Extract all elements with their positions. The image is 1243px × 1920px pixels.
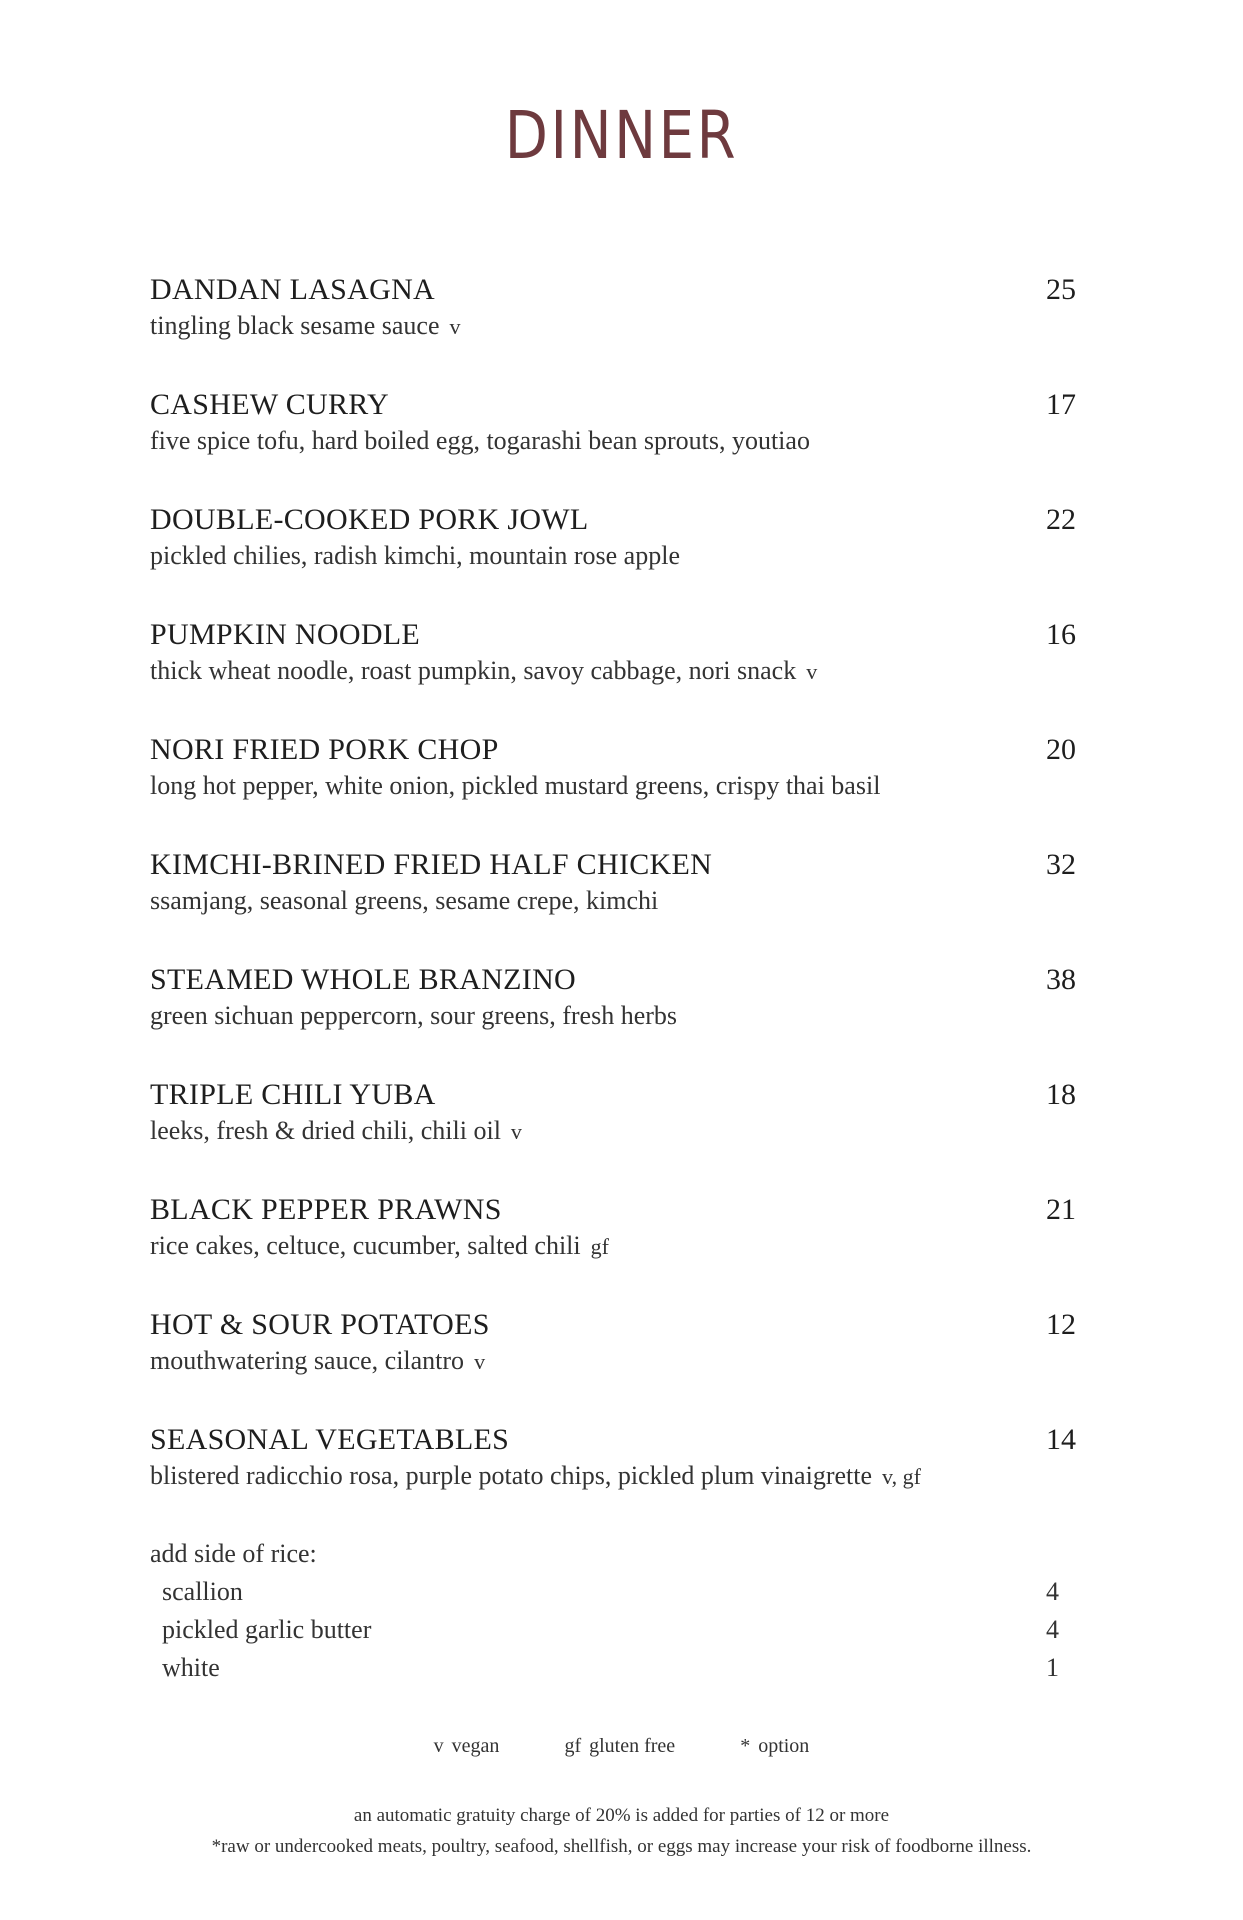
legend-label: option [758,1735,810,1757]
item-description-text: ssamjang, seasonal greens, sesame crepe, kimchi [150,886,659,915]
item-description [150,1113,522,1150]
item-price: 20 [1046,733,1076,766]
dietary-tag: v, gf [882,1464,921,1489]
dietary-tag: v [510,1119,522,1144]
item-price: 18 [1046,1078,1076,1111]
legend-symbol: gf [564,1735,582,1757]
item-description-text: green sichuan peppercorn, sour greens, fresh herbs [150,1001,678,1030]
legend-item-vegan [434,1735,500,1758]
legend-symbol: v [433,1735,444,1757]
menu-item [150,730,1080,845]
legend-label: gluten free [589,1735,676,1757]
menu-list [150,270,1080,1535]
item-name: HOT & SOUR POTATOES [150,1308,490,1341]
item-description-text: thick wheat noodle, roast pumpkin, savoy cabbage, nori snack [150,656,797,685]
item-price: 22 [1046,503,1076,536]
rice-section [150,1535,1080,1687]
item-description [150,768,890,805]
menu-item [150,960,1080,1075]
dietary-legend [0,1735,1243,1758]
item-description-text: blistered radicchio rosa, purple potato chips, pickled plum vinaigrette [150,1461,873,1490]
legend-label: vegan [451,1735,500,1757]
rice-option-name: pickled garlic butter [162,1615,372,1644]
menu-item [150,270,1080,385]
rice-option-name: white [162,1653,220,1682]
item-price: 38 [1046,963,1076,996]
item-price: 14 [1046,1423,1076,1456]
rice-option [150,1573,1080,1611]
gratuity-note: an automatic gratuity charge of 20% is added for parties of 12 or more [353,1805,890,1826]
raw-food-warning: *raw or undercooked meats, poultry, seafood, shellfish, or eggs may increase your risk of foodborne illness. [211,1836,1032,1857]
item-description-text: five spice tofu, hard boiled egg, togarashi bean sprouts, youtiao [150,426,810,455]
rice-option [150,1649,1080,1687]
item-name: TRIPLE CHILI YUBA [150,1078,436,1111]
item-price: 12 [1046,1308,1076,1341]
item-description-text: long hot pepper, white onion, pickled mustard greens, crispy thai basil [150,771,881,800]
menu-item [150,1190,1080,1305]
rice-option [150,1611,1080,1649]
item-description [150,308,461,345]
menu-item [150,500,1080,615]
item-name: PUMPKIN NOODLE [150,618,421,651]
item-name: NORI FRIED PORK CHOP [150,733,499,766]
item-name: BLACK PEPPER PRAWNS [150,1193,502,1226]
dietary-tag: v [474,1349,486,1374]
menu-item [150,1075,1080,1190]
item-name: STEAMED WHOLE BRANZINO [150,963,577,996]
rice-heading: add side of rice: [150,1539,317,1568]
menu-item [150,385,1080,500]
page-title: DINNER [504,97,739,175]
item-price: 16 [1046,618,1076,651]
item-name: KIMCHI-BRINED FRIED HALF CHICKEN [150,848,713,881]
item-description [150,1228,609,1265]
item-price: 25 [1046,273,1076,306]
item-description [150,538,690,575]
dietary-tag: v [449,314,461,339]
item-description-text: leeks, fresh & dried chili, chili oil [150,1116,501,1145]
menu-item [150,1305,1080,1420]
item-description-text: mouthwatering sauce, cilantro [150,1346,465,1375]
item-description-text: tingling black sesame sauce [150,311,440,340]
rice-option-price: 4 [1046,1577,1059,1606]
menu-item [150,615,1080,730]
item-price: 17 [1046,388,1076,421]
rice-option-name: scallion [162,1577,243,1606]
legend-item-gluten-free [564,1735,675,1758]
item-price: 21 [1046,1193,1076,1226]
item-name: CASHEW CURRY [150,388,389,421]
item-description [150,423,820,460]
item-description-text: rice cakes, celtuce, cucumber, salted chili [150,1231,581,1260]
dietary-tag: gf [590,1234,609,1259]
item-description [150,883,668,920]
rice-option-price: 1 [1046,1653,1059,1682]
legend-item-option [740,1735,809,1758]
menu-item [150,1420,1080,1535]
footer-notes [0,1800,1243,1862]
dietary-tag: v [806,659,818,684]
item-description [150,653,817,690]
legend-symbol: * [740,1735,751,1757]
menu-item [150,845,1080,960]
item-description-text: pickled chilies, radish kimchi, mountain rose apple [150,541,680,570]
item-name: DOUBLE-COOKED PORK JOWL [150,503,589,536]
rice-option-price: 4 [1046,1615,1059,1644]
item-description [150,998,687,1035]
item-description [150,1343,485,1380]
item-name: DANDAN LASAGNA [150,273,436,306]
item-description [150,1458,921,1495]
item-name: SEASONAL VEGETABLES [150,1423,510,1456]
item-price: 32 [1046,848,1076,881]
